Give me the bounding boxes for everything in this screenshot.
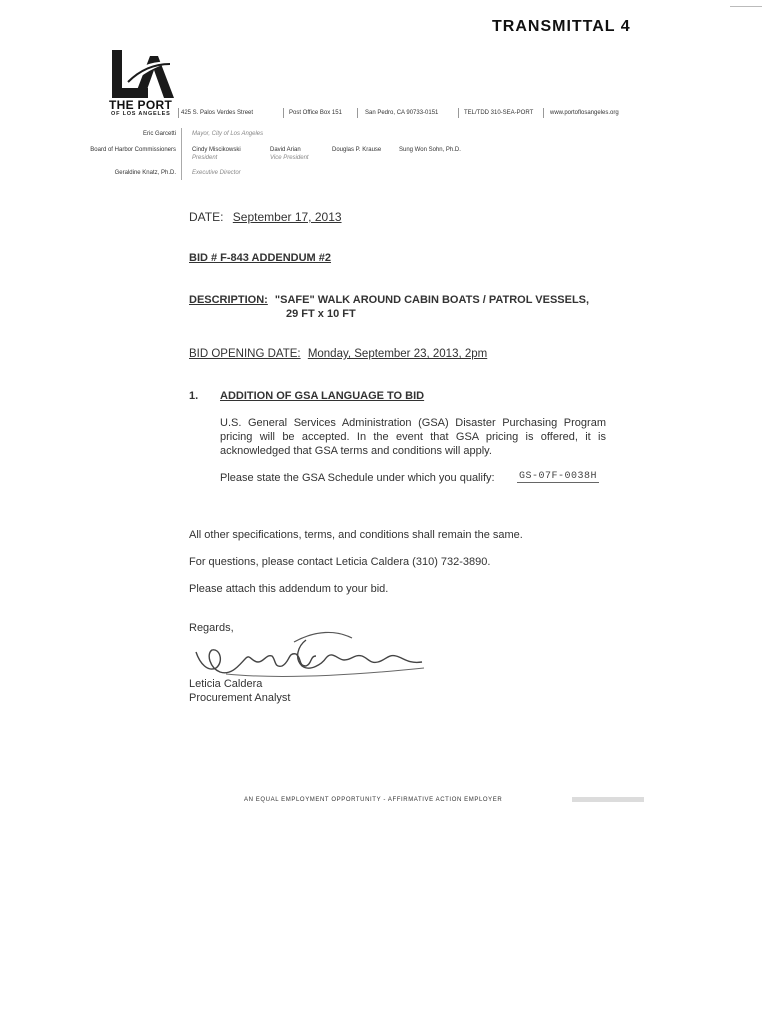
commissioner-title: Vice President	[270, 155, 309, 161]
commissioner-name: Sung Won Sohn, Ph.D.	[399, 147, 461, 153]
regards: Regards,	[189, 622, 234, 634]
footer-eeo: AN EQUAL EMPLOYMENT OPPORTUNITY - AFFIRMATIVE ACTION EMPLOYER	[244, 797, 503, 803]
header-pobox: Post Office Box 151	[289, 110, 342, 116]
bid-opening-value: Monday, September 23, 2013, 2pm	[307, 348, 488, 360]
description-text-line2: 29 FT x 10 FT	[286, 308, 356, 320]
description-line	[189, 294, 589, 306]
date-label: DATE:	[189, 210, 224, 224]
signer-title: Procurement Analyst	[189, 692, 291, 704]
closing-line: Please attach this addendum to your bid.	[189, 583, 389, 595]
description-text: "SAFE" WALK AROUND CABIN BOATS / PATROL VESSELS,	[274, 294, 590, 306]
header-website: www.portoflosangeles.org	[550, 110, 619, 116]
transmittal-label: TRANSMITTAL 4	[492, 18, 631, 35]
gsa-prompt: Please state the GSA Schedule under which you qualify:	[220, 472, 495, 484]
header-street: 425 S. Palos Verdes Street	[181, 110, 254, 116]
header-phone: TEL/TDD 310-SEA-PORT	[464, 110, 534, 116]
description-label: DESCRIPTION:	[189, 294, 268, 306]
bid-opening-label: BID OPENING DATE:	[189, 348, 301, 360]
commissioner-name: Cindy Miscikowski	[192, 147, 241, 153]
mayor-title: Mayor, City of Los Angeles	[192, 131, 264, 137]
bid-opening-line	[189, 348, 487, 360]
roster-divider	[181, 128, 182, 180]
port-subname: OF LOS ANGELES	[111, 111, 171, 117]
date-value: September 17, 2013	[232, 210, 342, 224]
item-number: 1.	[189, 390, 199, 402]
port-name: THE PORT	[109, 98, 173, 112]
footer-scan-mark	[572, 797, 644, 802]
date-line	[189, 210, 342, 224]
closing-line: All other specifications, terms, and conditions shall remain the same.	[189, 529, 523, 541]
signature-icon	[186, 628, 436, 684]
port-la-logo-icon	[108, 48, 178, 100]
gsa-schedule-value: GS-07F-0038H	[519, 471, 598, 482]
header-divider	[357, 108, 358, 118]
header-divider	[458, 108, 459, 118]
bid-number: BID # F-843 ADDENDUM #2	[189, 252, 332, 264]
director-title: Executive Director	[192, 170, 241, 176]
signer-name: Leticia Caldera	[189, 678, 263, 690]
corner-scan-mark	[730, 6, 762, 7]
commissioner-name: Douglas P. Krause	[332, 147, 382, 153]
board-label: Board of Harbor Commissioners	[90, 147, 176, 153]
header-divider	[283, 108, 284, 118]
commissioner-name: David Arian	[270, 147, 301, 153]
header-divider	[178, 108, 179, 118]
item-paragraph: U.S. General Services Administration (GSA) Disaster Purchasing Program pricing will be accepted. In the event that GSA pricing is offered, it is acknowledged that GSA terms and conditions will apply.	[220, 417, 606, 457]
closing-line: For questions, please contact Leticia Caldera (310) 732-3890.	[189, 556, 491, 568]
commissioner-title: President	[192, 155, 218, 161]
mayor-name: Eric Garcetti	[142, 131, 176, 137]
item-heading: ADDITION OF GSA LANGUAGE TO BID	[220, 390, 425, 402]
header-divider	[543, 108, 544, 118]
header-city: San Pedro, CA 90733-0151	[365, 110, 439, 116]
director-name: Geraldine Knatz, Ph.D.	[114, 170, 176, 176]
